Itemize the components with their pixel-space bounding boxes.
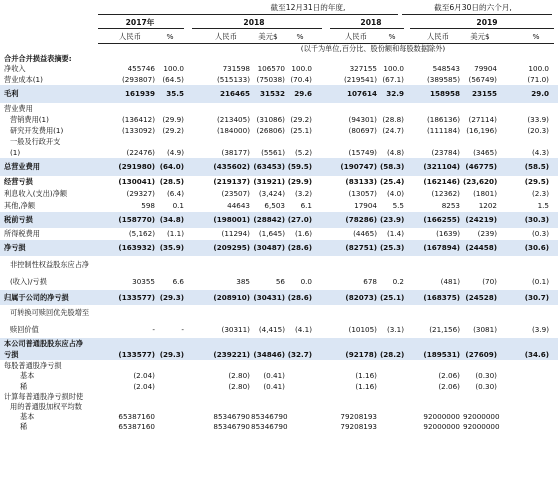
value-cell: 32.9 [386, 89, 404, 98]
value-cell: (5.2) [294, 148, 312, 157]
value-cell: 327155 [349, 64, 377, 73]
value-cell: (28842) [253, 215, 285, 224]
value-cell: (34.8) [159, 215, 184, 224]
currency-header-cell: % [166, 32, 174, 41]
value-cell: 92000000 [463, 422, 500, 431]
value-cell: (167894) [423, 243, 460, 252]
value-cell: (133092) [121, 126, 155, 135]
value-cell: (3465) [473, 148, 497, 157]
statement-row [0, 402, 558, 412]
value-cell: (0.1) [531, 277, 549, 286]
value-cell: 0.1 [172, 201, 184, 210]
value-cell: (33.9) [527, 115, 549, 124]
value-cell: (71.0) [527, 75, 549, 84]
value-cell: (25.4) [380, 177, 405, 186]
value-cell: 92000000 [423, 422, 460, 431]
value-cell: 65387160 [118, 422, 155, 431]
value-cell: (4.3) [531, 148, 549, 157]
value-cell: (59.5) [287, 162, 312, 171]
statement-row [0, 176, 558, 188]
value-cell: (435602) [213, 162, 250, 171]
row-label: 营销费用(1) [10, 115, 49, 124]
value-cell: (219137) [213, 177, 250, 186]
value-cell: 6,503 [264, 201, 285, 210]
row-label: 用的普通股加权平均数 [10, 402, 82, 411]
statement-row [0, 360, 558, 371]
value-cell: (163932) [118, 243, 155, 252]
statement-row [0, 228, 558, 240]
value-cell: (31086) [256, 115, 285, 124]
statement-row [0, 188, 558, 199]
value-cell: (25.3) [380, 243, 405, 252]
value-cell: (1.4) [386, 229, 404, 238]
annual-period-header: 截至12月31日的年度, [270, 3, 346, 12]
value-cell: (1.6) [294, 229, 312, 238]
value-cell: (133577) [118, 350, 155, 359]
value-cell: (5561) [261, 148, 285, 157]
year-header-2018-annual: 2018 [243, 18, 265, 27]
value-cell: (13057) [348, 189, 377, 198]
value-cell: (515133) [216, 75, 250, 84]
value-cell: 678 [363, 277, 377, 286]
value-cell: 548543 [432, 64, 460, 73]
value-cell: (166255) [423, 215, 460, 224]
value-cell: 100.0 [291, 64, 312, 73]
value-cell: 100.0 [383, 64, 404, 73]
statement-row [0, 290, 558, 305]
value-cell: (30487) [253, 243, 285, 252]
row-label: 经营亏损 [4, 177, 33, 186]
value-cell: (23784) [431, 148, 460, 157]
value-cell: 44643 [227, 201, 250, 210]
value-cell: (3,424) [258, 189, 285, 198]
value-cell: (2.04) [133, 382, 155, 391]
value-cell: 598 [141, 201, 155, 210]
value-cell: (4,415) [258, 325, 285, 334]
row-label: 归属于公司的净亏损 [4, 293, 69, 302]
value-cell: (1.1) [166, 229, 184, 238]
value-cell: - [152, 325, 155, 334]
row-label: 研究开发费用(1) [10, 126, 64, 135]
value-cell: (27114) [468, 115, 497, 124]
value-cell: (58.5) [524, 162, 549, 171]
row-label: 总营业费用 [4, 162, 40, 171]
statement-row [0, 256, 558, 290]
value-cell: (24528) [465, 293, 497, 302]
value-cell: (15749) [348, 148, 377, 157]
row-label: 稀 [20, 382, 28, 391]
value-cell: 85346790 [213, 412, 250, 421]
row-label: 税前亏损 [4, 215, 33, 224]
statement-row [0, 338, 558, 360]
value-cell: 29.0 [531, 89, 549, 98]
row-label: 稀 [20, 422, 28, 431]
value-cell: (29.3) [159, 293, 184, 302]
value-cell: (30311) [221, 325, 250, 334]
value-cell: (1639) [436, 229, 460, 238]
value-cell: 23155 [471, 89, 497, 98]
value-cell: (26806) [256, 126, 285, 135]
statement-row [0, 63, 558, 74]
value-cell: (2.80) [228, 382, 250, 391]
value-cell: (20.3) [527, 126, 549, 135]
value-cell: 385 [236, 277, 250, 286]
value-cell: (162146) [423, 177, 460, 186]
value-cell: 79208193 [340, 412, 377, 421]
statement-row [0, 305, 558, 338]
value-cell: (158770) [118, 215, 155, 224]
value-cell: (21,156) [429, 325, 460, 334]
currency-header-cell: 人民币 [118, 32, 142, 41]
currency-header-cell: % [532, 32, 540, 41]
value-cell: (389585) [426, 75, 460, 84]
value-cell: (22476) [126, 148, 155, 157]
value-cell: 1202 [478, 201, 497, 210]
value-cell: 56 [275, 277, 285, 286]
value-cell: (64.0) [159, 162, 184, 171]
value-cell: (70) [482, 277, 497, 286]
row-label: 计算每普通股净亏损时使 [4, 392, 84, 401]
value-cell: (25.1) [290, 126, 312, 135]
value-cell: 5.5 [392, 201, 404, 210]
currency-header-cell: 美元$ [258, 32, 278, 41]
row-label: 非控制性权益股东应占净 [10, 260, 90, 269]
value-cell: (29.9) [162, 115, 184, 124]
value-cell: (198001) [213, 215, 250, 224]
value-cell: (83133) [345, 177, 377, 186]
value-cell: (239) [477, 229, 497, 238]
value-cell: (35.9) [159, 243, 184, 252]
value-cell: 85346790 [213, 422, 250, 431]
statement-row [0, 103, 558, 114]
value-cell: 35.5 [166, 89, 184, 98]
value-cell: (209295) [213, 243, 250, 252]
row-label: 一般及行政开支 [10, 137, 61, 146]
value-cell: (0.3) [531, 229, 549, 238]
row-label: 每股普通股净亏损 [4, 361, 62, 370]
value-cell: (3081) [473, 325, 497, 334]
value-cell: (27.0) [287, 215, 312, 224]
value-cell: (29.3) [159, 350, 184, 359]
value-cell: 6.6 [172, 277, 184, 286]
value-cell: 30355 [132, 277, 155, 286]
value-cell: (23.9) [380, 215, 405, 224]
value-cell: 100.0 [163, 64, 184, 73]
value-cell: (190747) [340, 162, 377, 171]
value-cell: (1,645) [258, 229, 285, 238]
value-cell: (4465) [353, 229, 377, 238]
value-cell: 731598 [222, 64, 250, 73]
value-cell: 0.2 [392, 277, 404, 286]
value-cell: 79904 [474, 64, 497, 73]
value-cell: (27609) [465, 350, 497, 359]
value-cell: (481) [440, 277, 460, 286]
statement-row [0, 136, 558, 158]
value-cell: (28.2) [380, 350, 405, 359]
statement-row [0, 54, 558, 63]
value-cell: (34846) [253, 350, 285, 359]
currency-header-cell: 美元$ [470, 32, 490, 41]
value-cell: (0.30) [475, 382, 497, 391]
statement-row [0, 381, 558, 392]
statement-row [0, 114, 558, 125]
value-cell: (28.5) [159, 177, 184, 186]
value-cell: 17904 [354, 201, 377, 210]
value-cell: (75038) [256, 75, 285, 84]
row-label: 净亏损 [4, 243, 26, 252]
year-header-2017: 2017年 [125, 18, 155, 27]
value-cell: (25.1) [380, 293, 405, 302]
unit-note: (以千为单位,百分比、股份额和每股数据除外) [300, 44, 446, 53]
value-cell: (1.16) [355, 371, 377, 380]
row-label: 所得税费用 [4, 229, 40, 238]
value-cell: (0.41) [263, 382, 285, 391]
row-label: 基本 [20, 412, 35, 421]
value-cell: (23507) [221, 189, 250, 198]
value-cell: (10105) [348, 325, 377, 334]
value-cell: (2.06) [438, 382, 460, 391]
statement-row [0, 412, 558, 422]
row-label-continued: 赎回价值 [10, 325, 39, 334]
row-label: 利息收入(支出)净额 [4, 189, 68, 198]
value-cell: (4.9) [166, 148, 184, 157]
row-label: 合并合并损益表摘要: [4, 54, 72, 63]
value-cell: (321104) [423, 162, 460, 171]
statement-row [0, 240, 558, 256]
statement-row [0, 212, 558, 228]
value-cell: 158958 [429, 89, 460, 98]
row-label: 毛利 [4, 89, 19, 98]
statement-row [0, 371, 558, 381]
value-cell: (23,620) [463, 177, 498, 186]
statement-row [0, 199, 558, 212]
value-cell: 65387160 [118, 412, 155, 421]
statement-row [0, 392, 558, 402]
value-cell: (29.9) [287, 177, 312, 186]
value-cell: (2.04) [133, 371, 155, 380]
value-cell: (239221) [213, 350, 250, 359]
value-cell: (63453) [253, 162, 285, 171]
value-cell: (2.3) [531, 189, 549, 198]
value-cell: (3.2) [294, 189, 312, 198]
value-cell: (4.0) [386, 189, 404, 198]
value-cell: (82751) [345, 243, 377, 252]
statement-row [0, 125, 558, 136]
value-cell: 0.0 [300, 277, 312, 286]
value-cell: (208910) [213, 293, 250, 302]
value-cell: (64.5) [162, 75, 184, 84]
value-cell: (3.1) [386, 325, 404, 334]
year-header-2018-six-month: 2018 [360, 18, 382, 27]
row-label-continued: (收入)/亏损 [10, 277, 47, 286]
value-cell: (186136) [426, 115, 460, 124]
value-cell: (29.2) [162, 126, 184, 135]
value-cell: (32.7) [287, 350, 312, 359]
row-label: 可转换可赎回优先股增至 [10, 308, 90, 317]
value-cell: (291980) [118, 162, 155, 171]
row-label: 营业费用 [4, 104, 33, 113]
value-cell: (184000) [216, 126, 250, 135]
statement-row [0, 158, 558, 176]
value-cell: (70.4) [290, 75, 312, 84]
value-cell: (2.06) [438, 371, 460, 380]
value-cell: (38177) [221, 148, 250, 157]
row-label: 净收入 [4, 64, 26, 73]
value-cell: 85346790 [251, 422, 288, 431]
value-cell: (219541) [343, 75, 377, 84]
value-cell: (34.6) [524, 350, 549, 359]
currency-header-cell: 人民币 [426, 32, 450, 41]
value-cell: (46775) [465, 162, 497, 171]
value-cell: (24219) [465, 215, 497, 224]
value-cell: 107614 [346, 89, 377, 98]
six-month-period-header: 截至6月30日的六个月, [434, 3, 512, 12]
value-cell: (29.2) [290, 115, 312, 124]
value-cell: 92000000 [463, 412, 500, 421]
value-cell: (28.6) [287, 243, 312, 252]
value-cell: (293807) [121, 75, 155, 84]
value-cell: (28.6) [287, 293, 312, 302]
value-cell: 161939 [124, 89, 155, 98]
currency-header-cell: 人民币 [214, 32, 238, 41]
value-cell: 31532 [259, 89, 285, 98]
value-cell: (29.5) [524, 177, 549, 186]
currency-header-cell: % [296, 32, 304, 41]
value-cell: (2.80) [228, 371, 250, 380]
value-cell: (6.4) [166, 189, 184, 198]
value-cell: 29.6 [294, 89, 312, 98]
value-cell: (80697) [348, 126, 377, 135]
row-label: 基本 [20, 371, 35, 380]
value-cell: (82073) [345, 293, 377, 302]
row-label: 其他,净额 [4, 201, 36, 210]
value-cell: (133577) [118, 293, 155, 302]
value-cell: (24.7) [382, 126, 404, 135]
statement-row [0, 422, 558, 432]
value-cell: (0.30) [475, 371, 497, 380]
row-label-continued: (1) [10, 148, 21, 157]
value-cell: (3.9) [531, 325, 549, 334]
value-cell: (30.7) [524, 293, 549, 302]
statement-row [0, 74, 558, 85]
value-cell: 92000000 [423, 412, 460, 421]
value-cell: 216465 [219, 89, 250, 98]
value-cell: (1801) [473, 189, 497, 198]
value-cell: 100.0 [528, 64, 549, 73]
value-cell: (189531) [423, 350, 460, 359]
value-cell: (130041) [118, 177, 155, 186]
value-cell: 79208193 [340, 422, 377, 431]
value-cell: (0.41) [263, 371, 285, 380]
value-cell: (94301) [348, 115, 377, 124]
value-cell: (30.3) [524, 215, 549, 224]
value-cell: (78286) [345, 215, 377, 224]
value-cell: (111184) [426, 126, 460, 135]
value-cell: (28.8) [382, 115, 404, 124]
statement-row [0, 85, 558, 103]
value-cell: 85346790 [251, 412, 288, 421]
currency-header-cell: 人民币 [344, 32, 368, 41]
value-cell: (4.8) [386, 148, 404, 157]
value-cell: (56749) [468, 75, 497, 84]
value-cell: 106570 [257, 64, 285, 73]
value-cell: (5,162) [128, 229, 155, 238]
value-cell: (12362) [431, 189, 460, 198]
row-label: 营业成本(1) [4, 75, 43, 84]
value-cell: (31921) [253, 177, 285, 186]
value-cell: (24458) [465, 243, 497, 252]
value-cell: (213405) [216, 115, 250, 124]
value-cell: 455746 [127, 64, 155, 73]
year-header-2019: 2019 [476, 18, 498, 27]
value-cell: (30.6) [524, 243, 549, 252]
currency-header-cell: % [388, 32, 396, 41]
row-label: 本公司普通股股东应占净 [4, 339, 84, 348]
value-cell: 6.1 [300, 201, 312, 210]
value-cell: (67.1) [382, 75, 404, 84]
value-cell: (4.1) [294, 325, 312, 334]
value-cell: - [181, 325, 184, 334]
value-cell: (168375) [423, 293, 460, 302]
value-cell: (29327) [126, 189, 155, 198]
value-cell: (11294) [221, 229, 250, 238]
value-cell: 8253 [441, 201, 460, 210]
value-cell: (58.3) [380, 162, 405, 171]
value-cell: 1.5 [537, 201, 549, 210]
value-cell: (136412) [121, 115, 155, 124]
value-cell: (92178) [345, 350, 377, 359]
value-cell: (1.16) [355, 382, 377, 391]
value-cell: (16,196) [466, 126, 497, 135]
value-cell: (30431) [253, 293, 285, 302]
row-label-continued: 亏损 [4, 350, 19, 359]
